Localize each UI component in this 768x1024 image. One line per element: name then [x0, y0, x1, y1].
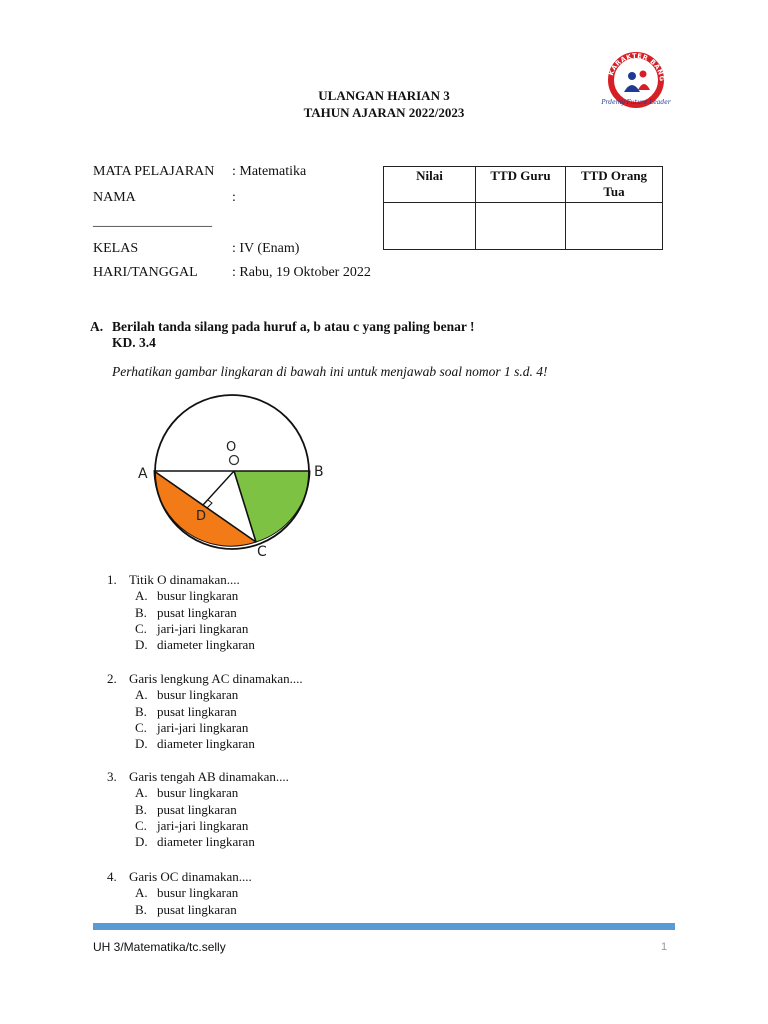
score-header-ttd-guru — [476, 167, 566, 202]
section-heading: Berilah tanda silang pada huruf a, b atau c yang paling benar ! — [112, 319, 475, 334]
circle-figure — [130, 390, 330, 560]
option-text[interactable]: busur lingkaran — [157, 687, 239, 703]
option-text[interactable]: busur lingkaran — [157, 588, 239, 604]
right-angle-mark — [207, 500, 212, 508]
question-text: Titik O dinamakan.... — [129, 572, 240, 587]
question-text: Garis OC dinamakan.... — [129, 869, 252, 884]
footer-bar — [93, 923, 675, 930]
hari-label: HARI/TANGGAL — [93, 265, 198, 280]
score-header-ttd-guru-text: TTD Guru — [490, 168, 551, 183]
option-key[interactable]: D. — [135, 637, 148, 653]
option-text[interactable]: pusat lingkaran — [157, 801, 237, 817]
option-text[interactable]: pusat lingkaran — [157, 604, 237, 620]
question-number: 4. — [107, 869, 117, 884]
option-text[interactable]: diameter lingkaran — [157, 834, 255, 850]
mapel-value: : Matematika — [232, 164, 307, 179]
score-header-ttd-orang-tua-line1: TTD Orang — [580, 168, 648, 183]
option-text[interactable]: diameter lingkaran — [157, 736, 255, 752]
label-d: D — [196, 509, 207, 524]
option-key[interactable]: B. — [135, 801, 147, 817]
logo-ring-text: KARAKTER BANG — [607, 51, 667, 83]
hari-value: : Rabu, 19 Oktober 2022 — [232, 265, 371, 280]
kelas-value: : IV (Enam) — [232, 241, 300, 256]
nama-blank-line: _________________ — [93, 214, 212, 229]
label-a: A — [138, 466, 148, 482]
option-key[interactable]: A. — [135, 885, 148, 901]
option-key[interactable]: B. — [135, 901, 147, 917]
point-o-marker — [230, 456, 239, 465]
section-instruction: Perhatikan gambar lingkaran di bawah ini untuk menjawab soal nomor 1 s.d. 4! — [112, 364, 548, 379]
nama-label: NAMA — [93, 190, 136, 205]
score-table — [383, 166, 663, 250]
score-cell-ttd-orang-tua[interactable] — [566, 202, 662, 250]
score-header-ttd-orang-tua — [566, 167, 662, 202]
nama-value: : — [232, 190, 236, 205]
kelas-label: KELAS — [93, 241, 139, 256]
question-text: Garis lengkung AC dinamakan.... — [129, 671, 303, 686]
option-text[interactable]: busur lingkaran — [157, 785, 239, 801]
option-text[interactable]: pusat lingkaran — [157, 703, 237, 719]
page-number: 1 — [661, 941, 668, 953]
section-kd: KD. 3.4 — [112, 335, 156, 350]
option-key[interactable]: D. — [135, 834, 148, 850]
footer-text: UH 3/Matematika/tc.selly — [93, 940, 226, 954]
question-number: 2. — [107, 671, 117, 686]
page-subtitle: TAHUN AJARAN 2022/2023 — [303, 105, 465, 120]
option-text[interactable]: busur lingkaran — [157, 885, 239, 901]
score-cell-ttd-guru[interactable] — [476, 202, 566, 250]
question-number: 1. — [107, 572, 117, 587]
option-text[interactable]: jari-jari lingkaran — [157, 719, 249, 735]
score-cell-nilai[interactable] — [384, 202, 476, 250]
score-header-nilai-text: Nilai — [416, 168, 443, 183]
question-text: Garis tengah AB dinamakan.... — [129, 769, 289, 784]
score-header-ttd-orang-tua-line2: Tua — [603, 184, 625, 199]
page-title: ULANGAN HARIAN 3 — [318, 88, 450, 103]
option-key[interactable]: B. — [135, 604, 147, 620]
option-key[interactable]: C. — [135, 620, 147, 636]
label-b: B — [314, 464, 324, 480]
option-key[interactable]: C. — [135, 719, 147, 735]
logo-tagline: Prdemy Future Leader — [601, 99, 671, 106]
label-o: O — [226, 440, 237, 455]
question-number: 3. — [107, 769, 117, 784]
mapel-label: MATA PELAJARAN — [93, 164, 215, 179]
option-text[interactable]: jari-jari lingkaran — [157, 817, 249, 833]
section-letter: A. — [90, 319, 104, 334]
label-c: C — [257, 544, 267, 560]
option-key[interactable]: A. — [135, 687, 148, 703]
option-key[interactable]: C. — [135, 817, 147, 833]
option-key[interactable]: A. — [135, 588, 148, 604]
option-key[interactable]: B. — [135, 703, 147, 719]
option-text[interactable]: pusat lingkaran — [157, 901, 237, 917]
option-key[interactable]: A. — [135, 785, 148, 801]
score-header-nilai — [384, 167, 476, 202]
option-key[interactable]: D. — [135, 736, 148, 752]
option-text[interactable]: diameter lingkaran — [157, 637, 255, 653]
segment-od — [203, 471, 234, 505]
option-text[interactable]: jari-jari lingkaran — [157, 620, 249, 636]
